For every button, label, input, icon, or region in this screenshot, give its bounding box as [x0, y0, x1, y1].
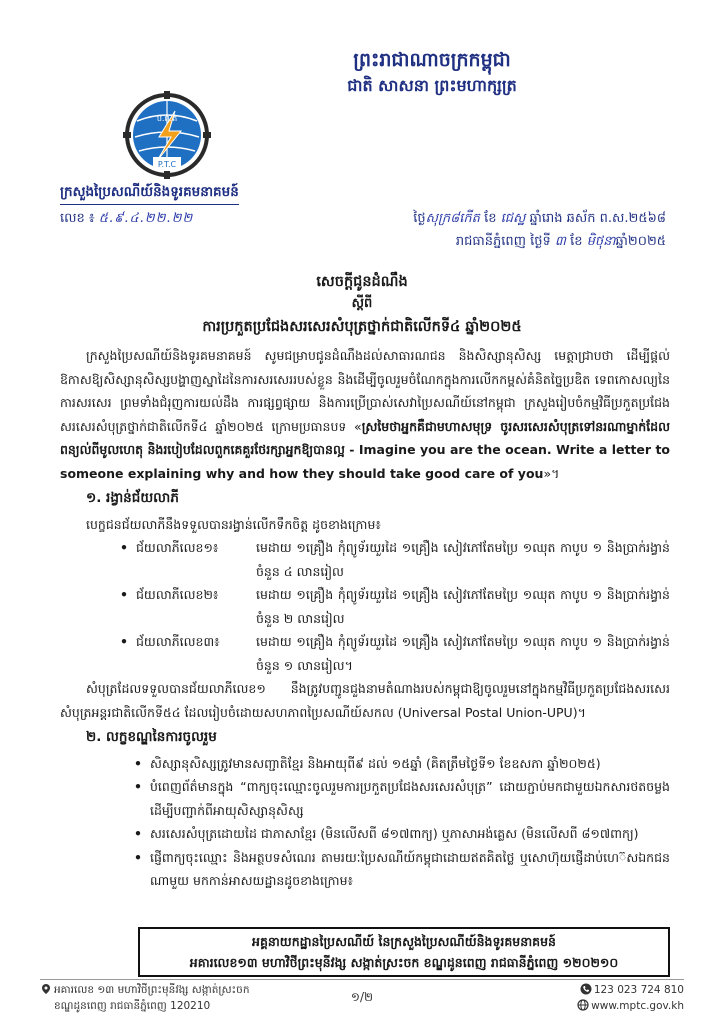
logo-top-text: ប.ព.ត — [156, 114, 178, 123]
mailing-address-box — [138, 927, 670, 977]
solar-year: ឆ្នាំ២០២៥ — [615, 234, 666, 249]
theme-khmer: ស្រមៃថាអ្នកគឺជាមហាសមុទ្រ ចូរសរសេរសំបុត្រទៅនរណាម្នាក់ដែលពន្យល់ពីមូលហេតុ និងរបៀបដែលពួកគេគួរថែរក្សាអ្នកឱ្យបានល្អ — [60, 418, 670, 457]
list-item: • សិស្សានុសិស្សត្រូវមានសញ្ជាតិខ្មែរ និងអាយុពី៩ ដល់ ១៥ឆ្នាំ (គិតត្រឹមថ្ងៃទី១ ខែឧសភា ឆ្នាំ២០២៥) — [150, 752, 670, 776]
prize-label: ជ័យលាភីលេខ១៖ — [136, 540, 219, 555]
document-topic: ការប្រកួតប្រជែងសរសេរសំបុត្រថ្នាក់ជាតិលើកទី៤ ឆ្នាំ២០២៥ — [202, 319, 522, 335]
address-line-1: អគ្គនាយកដ្ឋានប្រៃសណីយ៍ នៃក្រសួងប្រៃសណីយ៍និងទូរគមនាគមន៍ — [252, 934, 556, 949]
section-2-heading: ២. លក្ខខណ្ឌនៃការចូលរួម — [86, 729, 217, 745]
solar-month-label: ខែ — [570, 234, 583, 249]
logo-bottom-text: P.T.C — [157, 160, 177, 169]
prize-desc: មេដាយ ១គ្រឿង កុំព្យូទ័រយួរដៃ ១គ្រឿង សៀវភៅតែមប្រៃ ១ឈុត កាបូប ១ និងប្រាក់រង្វាន់ចំនួន ៤ លានរៀល — [256, 540, 670, 579]
lunar-date — [413, 210, 666, 229]
lunar-date-prefix: ថ្ងៃ — [413, 211, 426, 226]
intro-paragraph — [60, 344, 670, 485]
section-1-note: សំបុត្រដែលទទួលបានជ័យលាភីលេខ១ នឹងត្រូវបញ្ជូនជួងនាមតំណាងរបស់កម្ពុជាឱ្យចូលរួមនៅក្នុងកម្មវិធីប្រកួតប្រជែងសរសេរសំបុត្រអន្តរជាតិលើកទី៥៤ ដែលរៀបចំដោយសហភាពប្រៃសណីយ៍សកល (Universal Postal Union-UPU)។ — [60, 681, 670, 720]
prize-list — [60, 536, 670, 677]
reference-number — [60, 210, 193, 229]
address-line-2: អគារលេខ១៣ មហាវិថីព្រះមុនីវង្ស សង្កាត់ស្រះចក ខណ្ឌដូនពេញ រាជធានីភ្នំពេញ ១២០២១០ — [189, 955, 619, 970]
section-1-heading: ១. រង្វាន់ជ័យលាភី — [86, 490, 179, 506]
lunar-month-handwritten: ជេស្ឋ — [500, 211, 526, 226]
national-motto: ជាតិ សាសនា ព្រះមហាក្សត្រ — [347, 76, 517, 95]
ref-label: លេខ ៖ — [60, 211, 95, 226]
footer-website[interactable]: www.mptc.gov.kh — [591, 1000, 684, 1012]
prize-desc: មេដាយ ១គ្រឿង កុំព្យូទ័រយួរដៃ ១គ្រឿង សៀវភៅតែមប្រៃ ១ឈុត កាបូប ១ និងប្រាក់រង្វាន់ចំនួន ១ លានរៀល។ — [256, 634, 670, 673]
ref-number-handwritten: ៥.៩.៤.២២.២២ — [98, 211, 194, 226]
footer-contact — [577, 982, 684, 1014]
intro-end: »។ — [543, 465, 560, 481]
prize-desc: មេដាយ ១គ្រឿង កុំព្យូទ័រយួរដៃ ១គ្រឿង សៀវភៅតែមប្រៃ ១ឈុត កាបូប ១ និងប្រាក់រង្វាន់ចំនួន ២ លានរៀល — [256, 587, 670, 626]
document-subtitle: ស្តីពី — [351, 296, 373, 311]
phone-icon — [580, 983, 592, 995]
solar-date — [456, 233, 666, 252]
intro-text: ក្រសួងប្រៃសណីយ៍និងទូរគមនាគមន៍ សូមជម្រាបជូនដំណឹងដល់សាធារណជន និងសិស្សានុសិស្ស មេត្តាជ្រាបថា ដើម្បីផ្តល់ឱកាសឱ្យសិស្សានុសិស្សបង្ហាញស្នាដៃនៃការសរសេររបស់ខ្លួន និងដើម្បីចូលរួមចំណែកក្នុងការលើកកម្ពស់គំនិតច្នៃប្រឌិត ទេពកោសល្យនៃការសរសេរ ព្រមទាំងជំរុញការយល់ដឹង ការផ្សព្វផ្សាយ និងការប្រើប្រាស់សេវាប្រៃសណីយ៍នៅកម្ពុជា ក្រសួងរៀបចំកម្មវិធីប្រកួតប្រជែងសរសេរសំបុត្រថ្នាក់ជាតិលើកទី៤ ឆ្នាំ២០២៥ ក្រោមប្រធានបទ « — [60, 348, 670, 434]
kingdom-heading: ព្រះរាជាណាចក្រកម្ពុជា — [353, 49, 511, 71]
footer-phone: 123 023 724 810 — [593, 984, 684, 996]
solar-month-handwritten: មិថុនា — [586, 234, 616, 249]
list-item: • ផ្ញើពាក្យចុះឈ្មោះ និងអត្ថបទសំណេរ តាមរយៈប្រៃសណីយ៍កម្ពុជាដោយឥតគិតថ្លៃ ឬសោហ៊ុយផ្ញើដាប់ហេ៊សឯកជនណាមួយ មកកាន់អាសយដ្ឋានដូចខាងក្រោម៖ — [150, 846, 670, 893]
ministry-name: ក្រសួងប្រៃសណីយ៍និងទូរគមនាគមន៍ — [60, 183, 239, 205]
condition-list — [60, 752, 670, 893]
list-item — [136, 583, 670, 630]
lunar-month-label: ខែ — [484, 211, 497, 226]
list-item — [136, 536, 670, 583]
solar-date-prefix: រាជធានីភ្នំពេញ ថ្ងៃទី — [455, 234, 551, 249]
ministry-logo — [123, 91, 211, 179]
list-item: • បំពេញព័ត៌មានក្នុង “ពាក្យចុះឈ្មោះចូលរួមការប្រកួតប្រជែងសរសេរសំបុត្រ” ដោយភ្ជាប់មកជាមួយឯកសារថតចម្លងដើម្បីបញ្ជាក់ពីអាយុសិស្សានុសិស្ស — [150, 775, 670, 822]
document-title: សេចក្តីជូនដំណឹង — [316, 274, 408, 290]
globe-icon — [577, 999, 589, 1011]
section-1-lead: បេក្ខជនជ័យលាភីនឹងទទួលបានរង្វាន់លើកទឹកចិត្ត ដូចខាងក្រោម៖ — [86, 516, 381, 532]
page-number: ១/២ — [350, 990, 374, 1004]
lunar-year: ឆ្នាំរោង ឆស័ក ព.ស.២៥៦៨ — [529, 211, 666, 226]
document-body — [60, 344, 670, 893]
footer-address-line-1: អគារលេខ ១៣ មហាវិថីព្រះមុនីវង្ស សង្កាត់ស្រះចក — [54, 984, 250, 996]
list-item: • សរសេរសំបុត្រដោយដៃ ជាភាសាខ្មែរ (មិនលើសពី ៨១៧ពាក្យ) ឬភាសាអង់គ្លេស (មិនលើសពី ៨១៧ពាក្យ) — [150, 822, 670, 846]
footer-address-line-2: ខណ្ឌដូនពេញ រាជធានីភ្នំពេញ 120210 — [54, 1000, 211, 1012]
lunar-day-handwritten: សុក្រ៨កើត — [425, 211, 480, 226]
prize-label: ជ័យលាភីលេខ៣៖ — [136, 634, 220, 649]
list-item — [136, 630, 670, 677]
prize-label: ជ័យលាភីលេខ២៖ — [136, 587, 219, 602]
theme-english: - Imagine you are the ocean. Write a letter to someone explaining why and how they should take good care of you — [60, 442, 671, 481]
footer-divider — [40, 979, 684, 980]
solar-day-handwritten: ៣ — [554, 234, 566, 249]
ptc-logo-icon — [123, 91, 211, 179]
